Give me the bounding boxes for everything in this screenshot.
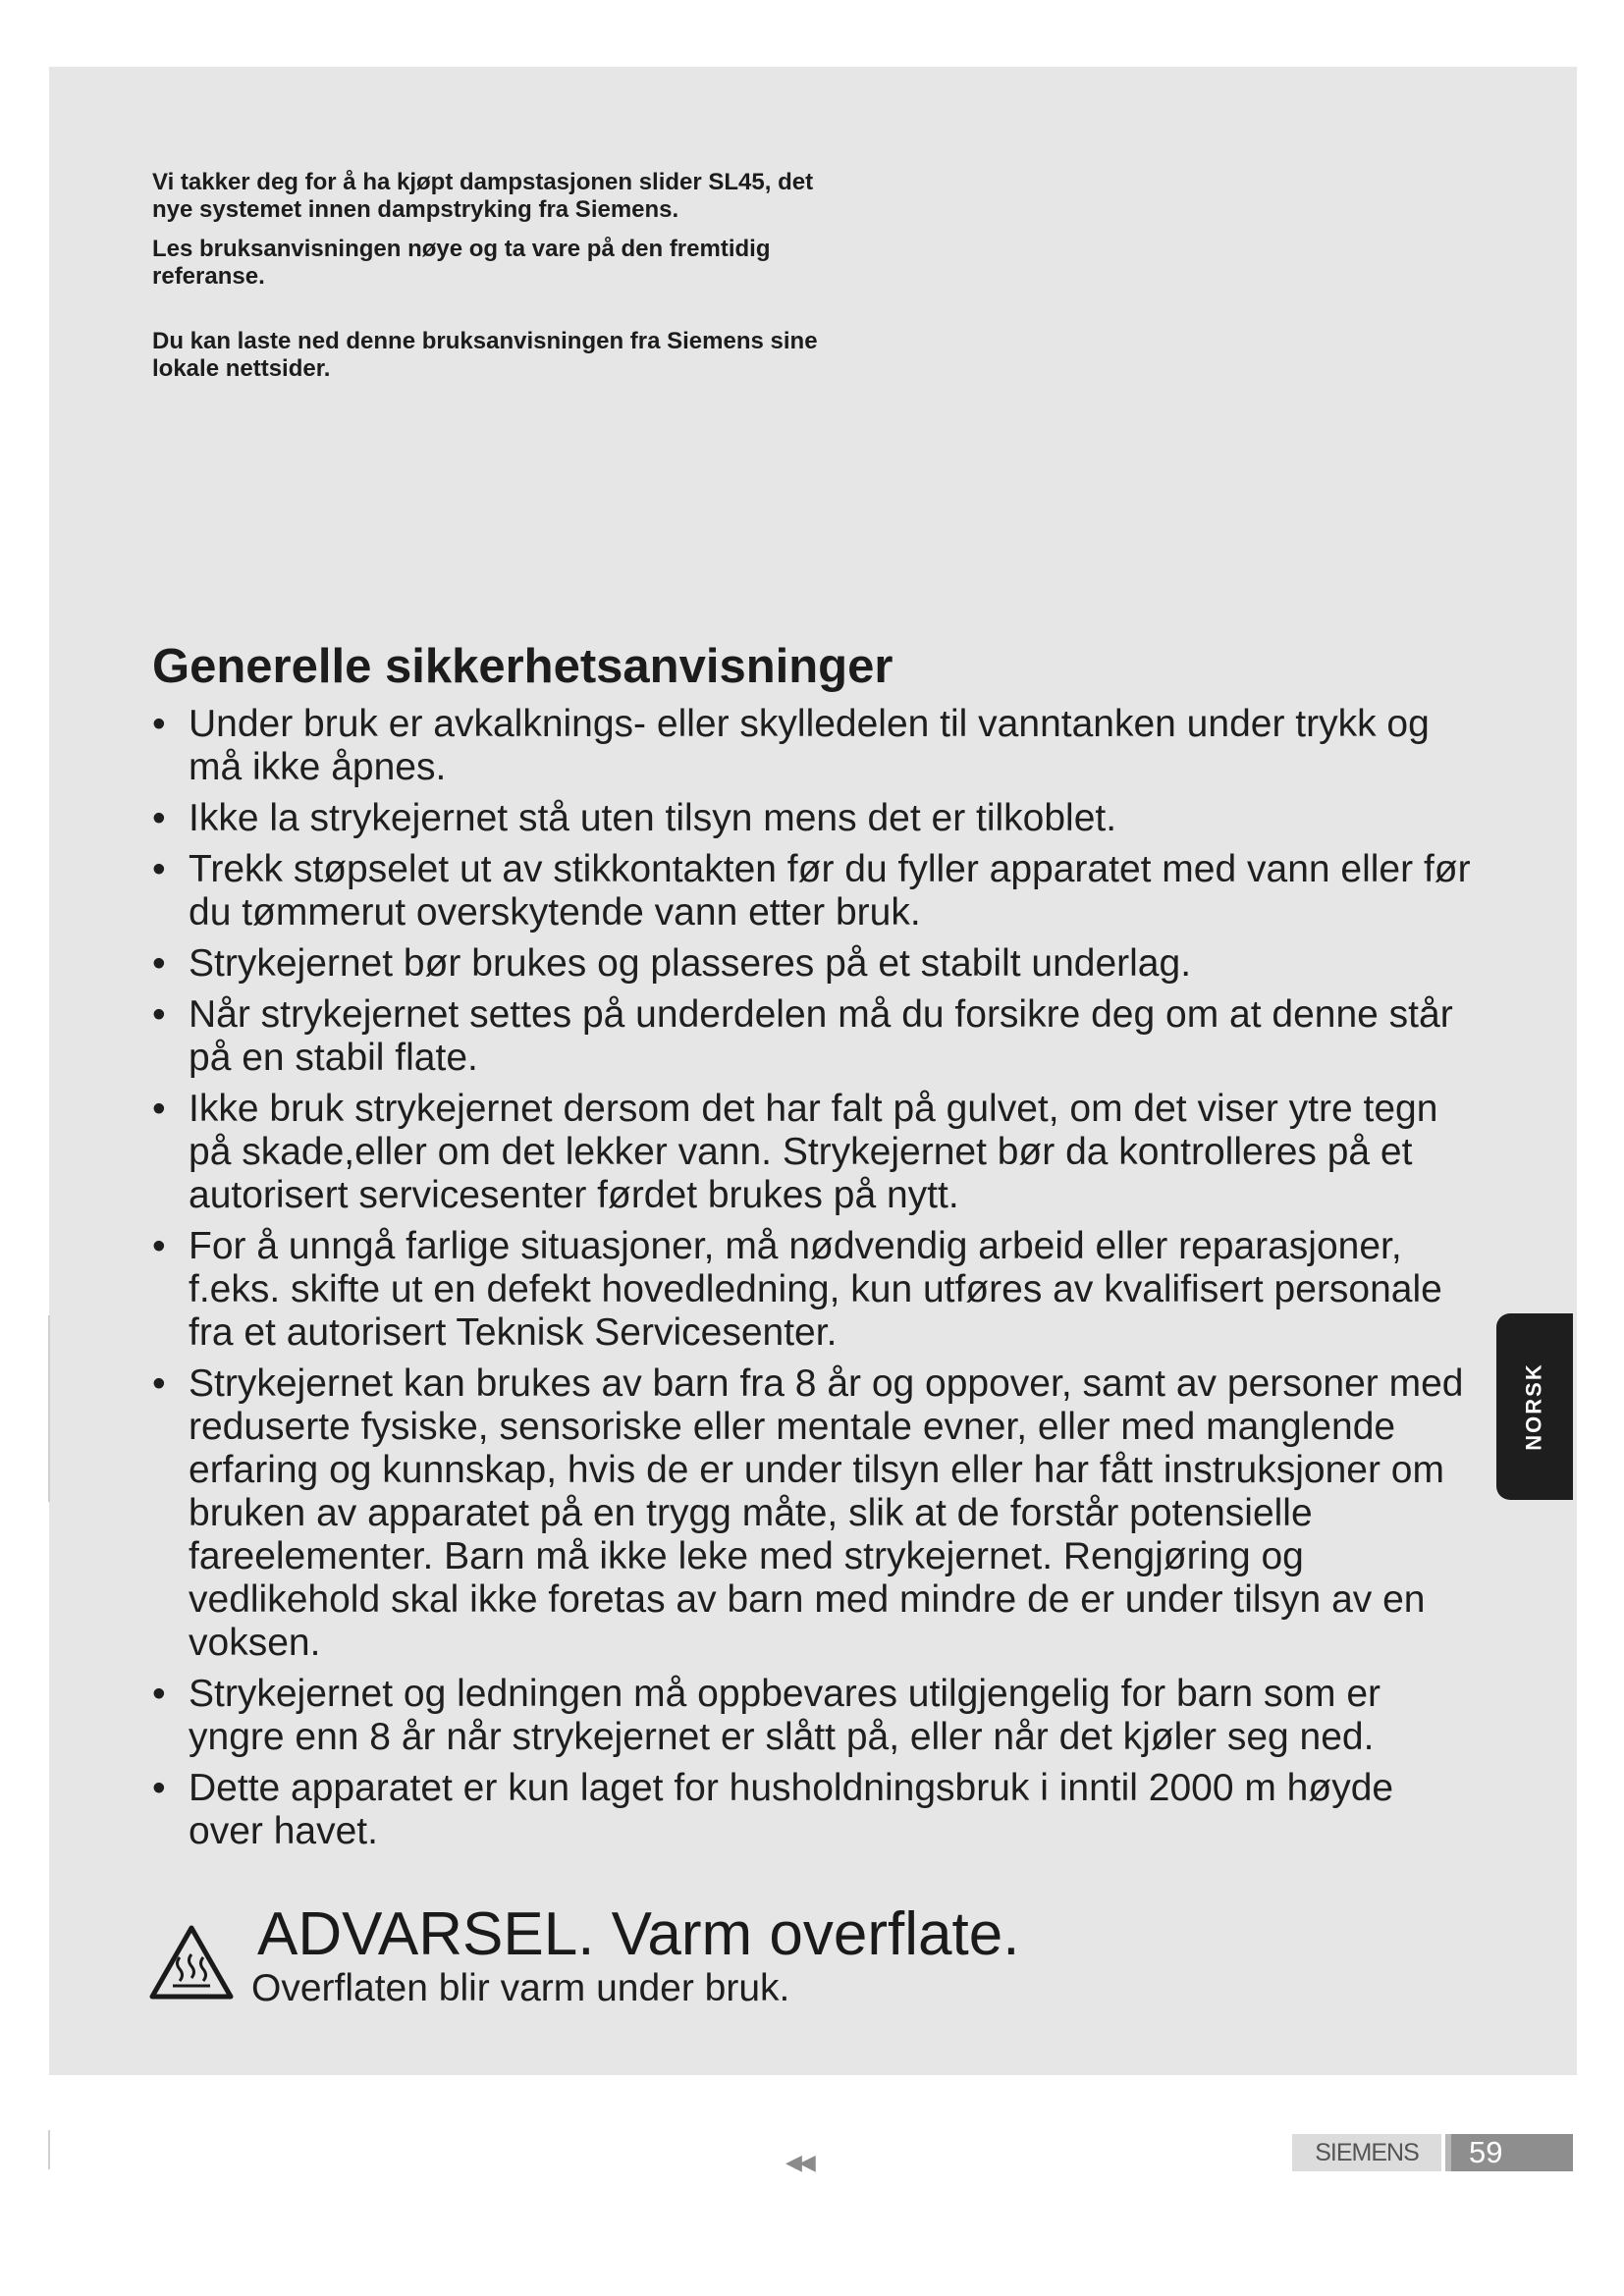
list-item: • Strykejernet kan brukes av barn fra 8 år og oppover, samt av personer med reduserte fysiske, sensoriske eller mentale evner, eller med manglende erfaring og kunnskap, hvis de er under tilsyn eller har fått instruksjoner om bruken av apparatet på en trygg måte, slik at de forstår potensielle fareelementer. Barn må ikke leke med strykejernet. Rengjøring og vedlikehold skal ikke foretas av barn med mindre de er under tilsyn av en voksen. — [152, 1362, 1478, 1665]
language-tab — [1496, 1313, 1573, 1500]
list-item: • Når strykejernet settes på underdelen må du forsikre deg om at denne står på en stabil flate. — [152, 993, 1478, 1080]
margin-rule — [48, 2130, 50, 2169]
intro-paragraph: Vi takker deg for å ha kjøpt dampstasjonen slider SL45, det nye systemet innen dampstryking fra Siemens. — [152, 169, 814, 223]
warning-text: Overflaten blir varm under bruk. — [251, 1967, 790, 2009]
list-item: • Dette apparatet er kun laget for husholdningsbruk i inntil 2000 m høyde over havet. — [152, 1767, 1478, 1853]
intro-paragraph: Les bruksanvisningen nøye og ta vare på den fremtidig referanse. — [152, 236, 771, 290]
list-item: • Trekk støpselet ut av stikkontakten før du fyller apparatet med vann eller før du tømmerut overskytende vann etter bruk. — [152, 848, 1478, 934]
list-item: • Ikke la strykejernet stå uten tilsyn mens det er tilkoblet. — [152, 797, 1478, 840]
list-item: • Strykejernet og ledningen må oppbevares utilgjengelig for barn som er yngre enn 8 år når strykejernet er slått på, eller når det kjøler seg ned. — [152, 1673, 1478, 1759]
hot-surface-warning-icon — [149, 1925, 234, 2000]
brand-label: SIEMENS — [1292, 2134, 1441, 2171]
intro-block — [152, 169, 839, 383]
safety-list — [152, 703, 1478, 1861]
list-item: • Ikke bruk strykejernet dersom det har falt på gulvet, om det viser ytre tegn på skade,eller om det lekker vann. Strykejernet bør da kontrolleres på et autorisert servicesenter førdet brukes på nytt. — [152, 1088, 1478, 1217]
list-item: • For å unngå farlige situasjoner, må nødvendig arbeid eller reparasjoner, f.eks. skifte ut en defekt hovedledning, kun utføres av kvalifisert personale fra et autorisert Teknisk Servicesenter. — [152, 1225, 1478, 1355]
section-title: Generelle sikkerhetsanvisninger — [152, 640, 893, 693]
language-tab-label: NORSK — [1522, 1362, 1547, 1451]
list-item: • Under bruk er avkalknings- eller skylledelen til vanntanken under trykk og må ikke åpnes. — [152, 703, 1478, 789]
previous-page-icon[interactable]: ◀◀ — [785, 2150, 813, 2174]
page-number: 59 — [1451, 2134, 1573, 2171]
margin-rule — [48, 1315, 50, 1502]
list-item: • Strykejernet bør brukes og plasseres på et stabilt underlag. — [152, 942, 1478, 986]
intro-paragraph: Du kan laste ned denne bruksanvisningen fra Siemens sine lokale nettsider. — [152, 328, 818, 382]
hot-surface-warning — [149, 1899, 1131, 2007]
warning-title: ADVARSEL. Varm overflate. — [257, 1900, 1020, 1968]
